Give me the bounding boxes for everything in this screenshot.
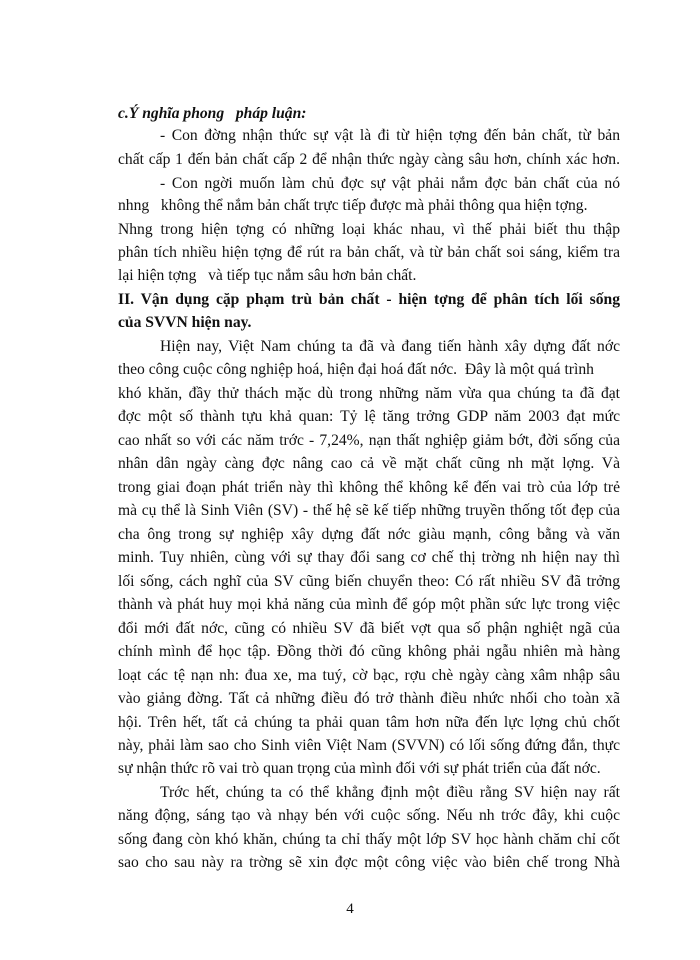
paragraph-1-line: khó khăn, đầy thử thách mặc dù trong những năm vừa qua chúng ta đã đạt xyxy=(118,385,620,402)
paragraph-1-line: trong giai đoạn phát triển này thì không thể không kể đến vai trò của lớp trẻ xyxy=(118,479,620,496)
paragraph-1-line: thành và phát huy mọi khả năng của mình để góp một phần sức lực trong việc xyxy=(118,596,620,613)
paragraph-1-line: minh. Tuy nhiên, cùng với sự thay đổi sang cơ chế thị trờng nh hiện nay thì xyxy=(118,549,620,566)
section-c-line: nhng không thể nắm bản chất trực tiếp được mà phải thông qua hiện tợng. xyxy=(118,197,588,214)
paragraph-2-line: Trớc hết, chúng ta có thể khẳng định một điều rằng SV hiện nay rất xyxy=(160,784,620,801)
section-c-line: - Con ngời muốn làm chủ đợc sự vật phải nắm đợc bản chất của nó xyxy=(160,175,620,192)
section-c-line: phân tích nhiều hiện tợng để rút ra bản chất, và từ bản chất soi sáng, kiểm tra xyxy=(118,244,620,261)
paragraph-1-line: nhân dân ngày càng đợc nâng cao cả về mặt chất cũng nh mặt lợng. Và xyxy=(118,455,620,472)
paragraph-1-line: đợc một số thành tựu khả quan: Tỷ lệ tăng trởng GDP năm 2003 đạt mức xyxy=(118,408,620,425)
section-c-line: lại hiện tợng và tiếp tục nắm sâu hơn bản chất. xyxy=(118,267,417,284)
section-c-line: chất cấp 1 đến bản chất cấp 2 để nhận thức ngày càng sâu hơn, chính xác hơn. xyxy=(118,151,620,168)
paragraph-1-line: vào giảng đờng. Tất cả những điều đó trở thành điều nhức nhối cho toàn xã xyxy=(118,690,620,707)
paragraph-1-line: này, phải làm sao cho Sinh viên Việt Nam (SVVN) có lối sống đứng đắn, thực xyxy=(118,737,620,754)
paragraph-1-line: cha ông trong sự nghiệp xây dựng đất nớc giàu mạnh, công bằng và văn xyxy=(118,526,620,543)
section-c-heading: c.Ý nghĩa phong pháp luận: xyxy=(118,105,307,122)
section-ii-heading: của SVVN hiện nay. xyxy=(118,314,252,331)
paragraph-1-line: hội. Trên hết, tất cả chúng ta phải quan tâm hơn nữa đến lực lợng chủ chốt xyxy=(118,714,620,731)
section-ii-heading: II. Vận dụng cặp phạm trù bản chất - hiện tợng để phân tích lối sống xyxy=(118,291,620,308)
paragraph-1-line: Hiện nay, Việt Nam chúng ta đã và đang tiến hành xây dựng đất nớc xyxy=(160,338,620,355)
page-number: 4 xyxy=(346,901,354,917)
paragraph-1-line: mà cụ thể là Sinh Viên (SV) - thế hệ sẽ kế tiếp những truyền thống tốt đẹp của xyxy=(118,502,620,519)
paragraph-2-line: năng động, sáng tạo và nhạy bén với cuộc sống. Nếu nh trớc đây, khi cuộc xyxy=(118,807,620,824)
paragraph-1-line: chính mình để học tập. Đồng thời đó cũng không phải ngẫu nhiên mà hàng xyxy=(118,643,620,660)
paragraph-1-line: đổi mới đất nớc, cũng có nhiều SV đã biết vợt qua số phận nghiệt ngã của xyxy=(118,620,620,637)
paragraph-2-line: sao cho sau này ra trờng sẽ xin đợc một công việc vào biên chế trong Nhà xyxy=(118,854,620,871)
paragraph-1-line: loạt các tệ nạn nh: đua xe, ma tuý, cờ bạc, rợu chè ngày càng xâm nhập sâu xyxy=(118,667,620,684)
paragraph-1-line: theo công cuộc công nghiệp hoá, hiện đại hoá đất nớc. Đây là một quá trình xyxy=(118,361,594,378)
paragraph-1-line: cao nhất so với các năm trớc - 7,24%, nạn thất nghiệp giảm bớt, đời sống của xyxy=(118,432,620,449)
section-c-line: Nhng trong hiện tợng có những loại khác nhau, vì thế phải biết thu thập xyxy=(118,221,620,238)
paragraph-1-line: lối sống, cách nghĩ của SV cũng biến chuyển theo: Có rất nhiều SV đã trởng xyxy=(118,573,620,590)
section-c-line: - Con đờng nhận thức sự vật là đi từ hiện tợng đến bản chất, từ bản xyxy=(160,127,620,144)
paragraph-1-line: sự nhận thức rõ vai trò quan trọng của mình đối với sự phát triển của đất nớc. xyxy=(118,760,601,777)
paragraph-2-line: sống đang còn khó khăn, chúng ta chỉ thấy một lớp SV học hành chăm chỉ cốt xyxy=(118,831,620,848)
